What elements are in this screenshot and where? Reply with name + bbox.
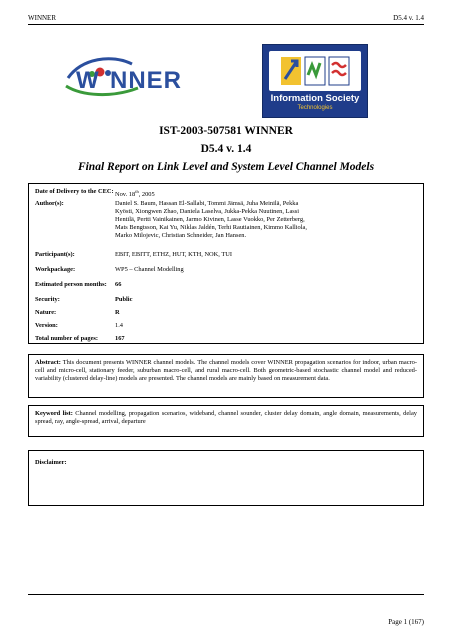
meta-label: Security: [35,296,60,303]
meta-label: Version: [35,322,58,329]
ist-logo-line2: Technologies [297,105,333,111]
meta-value: WP5 – Channel Modelling [115,266,184,273]
meta-label: Estimated person months: [35,281,107,288]
page-number: Page 1 (167) [388,618,424,626]
meta-value: EBIT, EBITT, ETHZ, HUT, KTH, NOK, TUI [115,251,233,258]
disclaimer-paragraph [35,459,417,467]
document-info-box [28,183,424,344]
svg-text:W: W [76,67,100,94]
meta-label: Total number of pages: [35,335,99,342]
meta-value: 1.4 [115,322,123,329]
header-right: D5.4 v. 1.4 [393,14,424,22]
svg-text:NNER: NNER [110,67,183,94]
meta-value: Daniel S. Baum, Hassan El-Sallabi, Tommi Jämsä, Juha Meinilä, Pekka Kyösti, Xiongwen Zhao, Daniela Laselva, Jukka-Pekka Nuutinen, Lassi Hentilä, Pertti Vainikainen, Jarmo Kivinen, Lasse Vuokko, Per Zetterberg, Mats Bengtsson, Kai Yu, Niklas Jaldén, Terhi Rautiainen, Kimmo Kalliola, Marko Milojevic, Christian Schneider, Jan Hansen. [115,200,307,239]
abstract-paragraph [35,359,417,383]
title-line-2: D5.4 v. 1.4 [200,143,252,155]
meta-value: R [115,309,120,316]
ist-logo-line1: Information Society [270,93,360,104]
header-rule [28,24,424,25]
ist-logo-panel [269,51,361,91]
keyword-text: Channel modelling, propagation scenarios, wideband, channel sounder, cluster delay domain, angle domain, measurements, delay spread, ray, angle-spread, arrival, departure [35,410,417,425]
meta-label: Date of Delivery to the CEC: [35,188,114,195]
meta-label: Nature: [35,309,57,316]
title-line-3: Final Report on Link Level and System Level Channel Models [77,161,375,173]
winner-logo [62,52,202,100]
keyword-box [28,405,424,437]
title-line-1: IST-2003-507581 WINNER [159,125,293,137]
header-left: WINNER [28,14,56,22]
meta-value: Nov. 18th, 2005 [115,189,155,199]
abstract-text: This document presents WINNER channel models. The channel models cover WINNER propagation scenarios for indoor, urban macro-cell and micro-cell, stationary feeder, suburban macro-cell, and rural macro-cell. Both geometric-based stochastic channel model and reduced-variability (clustered delay-line) models are presented. The channel models are mainly based on measurement data. [35,359,417,382]
abstract-label: Abstract: [35,359,61,366]
disclaimer-label: Disclaimer: [35,459,67,466]
ist-logo [262,44,368,118]
keyword-paragraph [35,410,417,426]
meta-value: 167 [115,335,125,342]
footer-rule [28,594,424,595]
disclaimer-box [28,450,424,506]
abstract-box [28,354,424,398]
meta-label: Participant(s): [35,251,75,258]
keyword-label: Keyword list: [35,410,73,417]
meta-label: Workpackage: [35,266,76,273]
meta-value: Public [115,296,133,303]
meta-value: 66 [115,281,122,288]
meta-label: Author(s): [35,200,64,207]
